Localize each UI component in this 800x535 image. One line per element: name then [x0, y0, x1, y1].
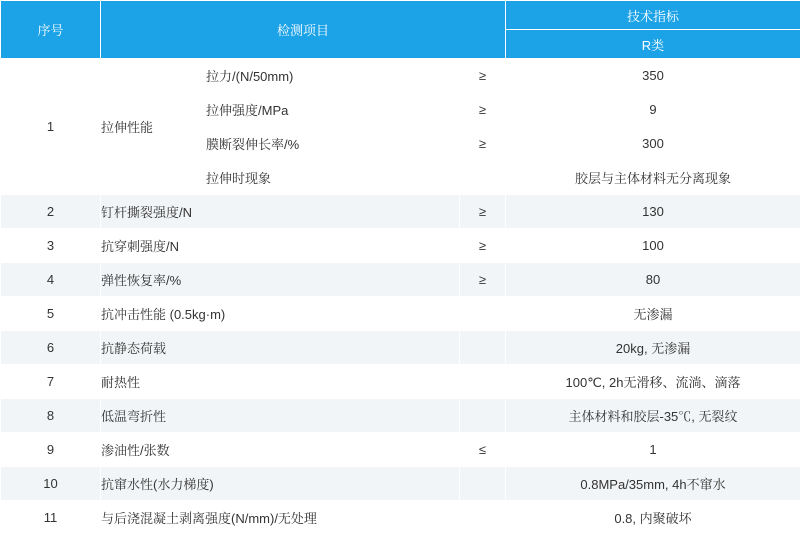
- cell-item-group: 拉伸性能: [101, 59, 206, 195]
- cell-sign: [460, 467, 506, 501]
- table-row: [1, 501, 800, 535]
- cell-no: 10: [1, 467, 101, 501]
- table-row: [1, 331, 800, 365]
- cell-value: 主体材料和胶层-35℃, 无裂纹: [506, 399, 800, 433]
- table-row: [1, 263, 800, 297]
- cell-value: 100℃, 2h无滑移、流淌、滴落: [506, 365, 800, 399]
- cell-sign: [460, 365, 506, 399]
- cell-no: 11: [1, 501, 101, 535]
- cell-no: 7: [1, 365, 101, 399]
- cell-no: 1: [1, 59, 101, 195]
- cell-no: 4: [1, 263, 101, 297]
- cell-value: 100: [506, 229, 800, 263]
- table-row: [1, 399, 800, 433]
- cell-item: 耐热性: [101, 365, 460, 399]
- cell-sign: ≥: [460, 59, 506, 93]
- cell-sign: ≤: [460, 433, 506, 467]
- cell-no: 9: [1, 433, 101, 467]
- cell-value: 1: [506, 433, 800, 467]
- table-row: [1, 195, 800, 229]
- table-row: [1, 297, 800, 331]
- cell-value: 300: [506, 127, 800, 161]
- cell-value: 20kg, 无渗漏: [506, 331, 800, 365]
- cell-sign: [460, 161, 506, 195]
- cell-value: 130: [506, 195, 800, 229]
- cell-item: 抗穿刺强度/N: [101, 229, 460, 263]
- cell-sign: [460, 297, 506, 331]
- cell-sign: ≥: [460, 229, 506, 263]
- header-cell-no: 序号: [1, 1, 101, 59]
- cell-sub-item: 拉伸强度/MPa: [206, 93, 460, 127]
- cell-sign: ≥: [460, 127, 506, 161]
- cell-item: 低温弯折性: [101, 399, 460, 433]
- cell-item: 弹性恢复率/%: [101, 263, 460, 297]
- cell-sign: [460, 501, 506, 535]
- cell-no: 6: [1, 331, 101, 365]
- cell-value: 9: [506, 93, 800, 127]
- table-row: [1, 59, 800, 93]
- cell-sign: ≥: [460, 93, 506, 127]
- table-row: [1, 467, 800, 501]
- cell-sub-item: 拉力/(N/50mm): [206, 59, 460, 93]
- table-row: [1, 365, 800, 399]
- cell-sign: ≥: [460, 195, 506, 229]
- cell-no: 2: [1, 195, 101, 229]
- cell-item: 抗窜水性(水力梯度): [101, 467, 460, 501]
- header-cell-spec: 技术指标: [506, 1, 800, 30]
- header-cell-spec-sub: R类: [506, 30, 800, 59]
- cell-value: 胶层与主体材料无分离现象: [506, 161, 800, 195]
- table-row: [1, 229, 800, 263]
- cell-item: 与后浇混凝土剥离强度(N/mm)/无处理: [101, 501, 460, 535]
- cell-value: 350: [506, 59, 800, 93]
- cell-sub-item: 拉伸时现象: [206, 161, 460, 195]
- cell-item: 抗静态荷载: [101, 331, 460, 365]
- cell-no: 8: [1, 399, 101, 433]
- cell-no: 3: [1, 229, 101, 263]
- header-cell-item: 检测项目: [101, 1, 506, 59]
- cell-sign: ≥: [460, 263, 506, 297]
- cell-item: 渗油性/张数: [101, 433, 460, 467]
- cell-sub-item: 膜断裂伸长率/%: [206, 127, 460, 161]
- table-body: [1, 59, 800, 535]
- cell-sign: [460, 331, 506, 365]
- cell-value: 0.8MPa/35mm, 4h不窜水: [506, 467, 800, 501]
- cell-value: 80: [506, 263, 800, 297]
- cell-item: 抗冲击性能 (0.5kg·m): [101, 297, 460, 331]
- cell-no: 5: [1, 297, 101, 331]
- cell-value: 0.8, 内聚破坏: [506, 501, 800, 535]
- table-header: [1, 1, 800, 59]
- table-row: [1, 433, 800, 467]
- cell-sign: [460, 399, 506, 433]
- cell-value: 无渗漏: [506, 297, 800, 331]
- cell-item: 钉杆撕裂强度/N: [101, 195, 460, 229]
